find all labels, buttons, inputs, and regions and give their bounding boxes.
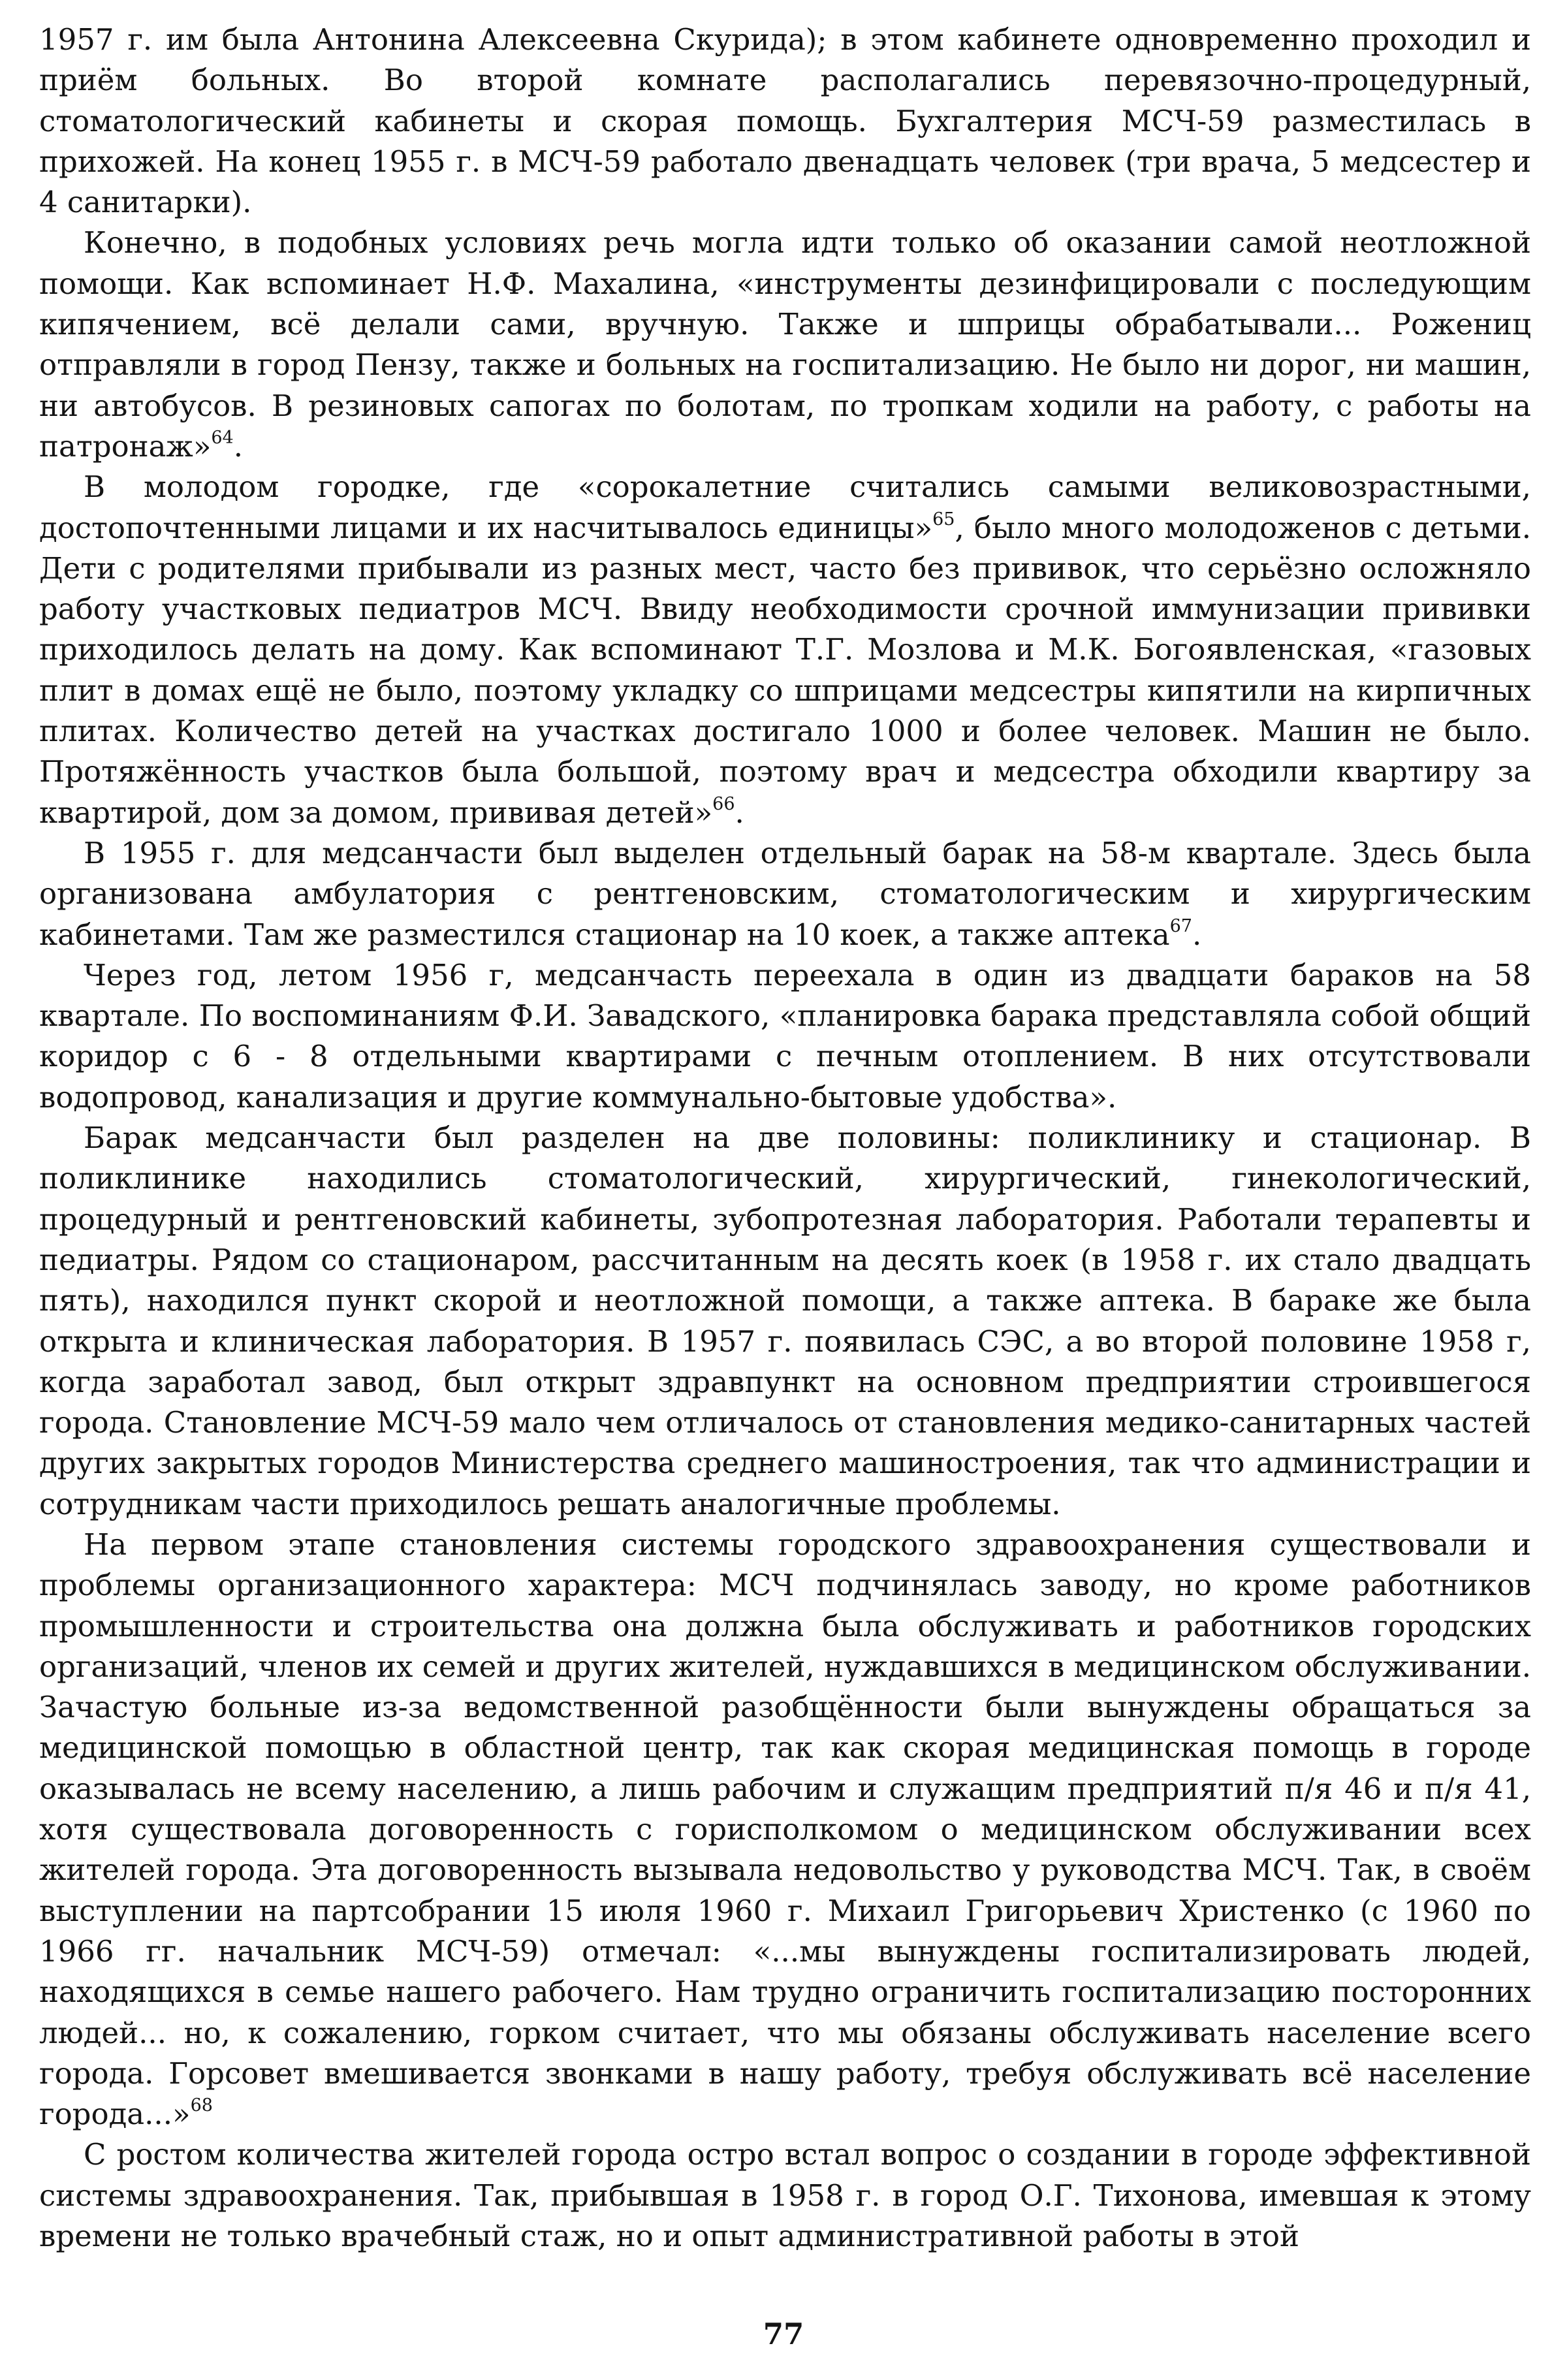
text-segment: В 1955 г. для медсанчасти был выделен отдельный барак на 58-м квартале. Здесь была организована амбулатория с рентгеновским, стоматологическим и хирургическим кабинетами. Там же разместился стационар на 10 коек, а также аптека [39,835,1531,952]
paragraph-4 [39,833,1531,955]
paragraph-7 [39,1525,1531,2134]
text-segment: . [735,795,744,830]
text-segment: С ростом количества жителей города остро встал вопрос о создании в городе эффективной системы здравоохранения. Так, прибывшая в 1958 г. в город О.Г. Тихонова, имевшая к этому времени не только врачебный стаж, но и опыт административной работы в этой [39,2137,1531,2254]
text-segment: Конечно, в подобных условиях речь могла идти только об оказании самой неотложной помощи. Как вспоминает Н.Ф. Махалина, «инструменты дезинфицировали с последующим кипячением, всё делали сами, вручную. Также и шприцы обрабатывали... Рожениц отправляли в город Пензу, также и больных на госпитализацию. Не было ни дорог, ни машин, ни автобусов. В резиновых сапогах по болотам, по тропкам ходили на работу, с работы на патронаж» [39,225,1531,464]
text-segment: В молодом городке, где «сорокалетние считались самыми великовозрастными, достопочтенными лицами и их насчитывалось единицы» [39,469,1531,545]
paragraph-3 [39,467,1531,833]
page-number: 77 [763,2317,804,2351]
paragraph-5 [39,955,1531,1118]
text-segment: 1957 г. им была Антонина Алексеевна Скурида); в этом кабинете одновременно проходил и приём больных. Во второй комнате располагались перевязочно-процедурный, стоматологический кабинеты и скорая помощь. Бухгалтерия МСЧ-59 разместилась в прихожей. На конец 1955 г. в МСЧ-59 работало двенадцать человек (три врача, 5 медсестер и 4 санитарки). [39,22,1531,220]
footnote-ref[interactable]: 67 [1169,915,1192,936]
paragraph-6 [39,1118,1531,1525]
text-segment: , было много молодоженов с детьми. Дети с родителями прибывали из разных мест, часто без прививок, что серьёзно осложняло работу участковых педиатров МСЧ. Ввиду необходимости срочной иммунизации прививки приходилось делать на дому. Как вспоминают Т.Г. Мозлова и М.К. Богоявленская, «газовых плит в домах ещё не было, поэтому укладку со шприцами медсестры кипятили на кирпичных плитах. Количество детей на участках достигало 1000 и более человек. Машин не было. Протяжённость участков была большой, поэтому врач и медсестра обходили квартиру за квартирой, дом за домом, прививая детей» [39,510,1531,830]
paragraph-2 [39,223,1531,467]
footnote-ref[interactable]: 64 [211,427,234,448]
page-body [39,20,1531,2292]
text-segment: . [1192,917,1202,952]
footnote-ref[interactable]: 66 [712,793,735,814]
paragraph-8 [39,2134,1531,2257]
text-segment: Барак медсанчасти был разделен на две половины: поликлинику и стационар. В поликлинике находились стоматологический, хирургический, гинекологический, процедурный и рентгеновский кабинеты, зубопротезная лаборатория. Работали терапевты и педиатры. Рядом со стационаром, рассчитанным на десять коек (в 1958 г. их стало двадцать пять), находился пункт скорой и неотложной помощи, а также аптека. В бараке же была открыта и клиническая лаборатория. В 1957 г. появилась СЭС, а во второй половине 1958 г, когда заработал завод, был открыт здравпункт на основном предприятии строившегося города. Становление МСЧ-59 мало чем отличалось от становления медико-санитарных частей других закрытых городов Министерства среднего машиностроения, так что администрации и сотрудникам части приходилось решать аналогичные проблемы. [39,1120,1531,1521]
text-segment: Через год, летом 1956 г, медсанчасть переехала в один из двадцати бараков на 58 квартале. По воспоминаниям Ф.И. Завадского, «планировка барака представляла собой общий коридор с 6 - 8 отдельными квартирами с печным отоплением. В них отсутствовали водопровод, канализация и другие коммунально-бытовые удобства». [39,957,1531,1115]
footnote-ref[interactable]: 68 [190,2095,213,2116]
footnote-ref[interactable]: 65 [932,509,955,530]
text-segment: На первом этапе становления системы городского здравоохранения существовали и проблемы организационного характера: МСЧ подчинялась заводу, но кроме работников промышленности и строительства она должна была обслуживать и работников городских организаций, членов их семей и других жителей, нуждавшихся в медицинском обслуживании. Зачастую больные из-за ведомственной разобщённости были вынуждены обращаться за медицинской помощью в областной центр, так как скорая медицинская помощь в городе оказывалась не всему населению, а лишь рабочим и служащим предприятий п/я 46 и п/я 41, хотя существовала договоренность с горисполкомом о медицинском обслуживании всех жителей города. Эта договоренность вызывала недовольство у руководства МСЧ. Так, в своём выступлении на партсобрании 15 июля 1960 г. Михаил Григорьевич Христенко (с 1960 по 1966 гг. начальник МСЧ-59) отмечал: «...мы вынуждены госпитализировать людей, находящихся в семье нашего рабочего. Нам трудно ограничить госпитализацию посторонних людей... но, к сожалению, горком считает, что мы обязаны обслуживать население всего города. Горсовет вмешивается звонками в нашу работу, требуя обслуживать всё население города...» [39,1527,1531,2132]
paragraph-1 [39,20,1531,223]
text-segment: . [233,428,244,464]
